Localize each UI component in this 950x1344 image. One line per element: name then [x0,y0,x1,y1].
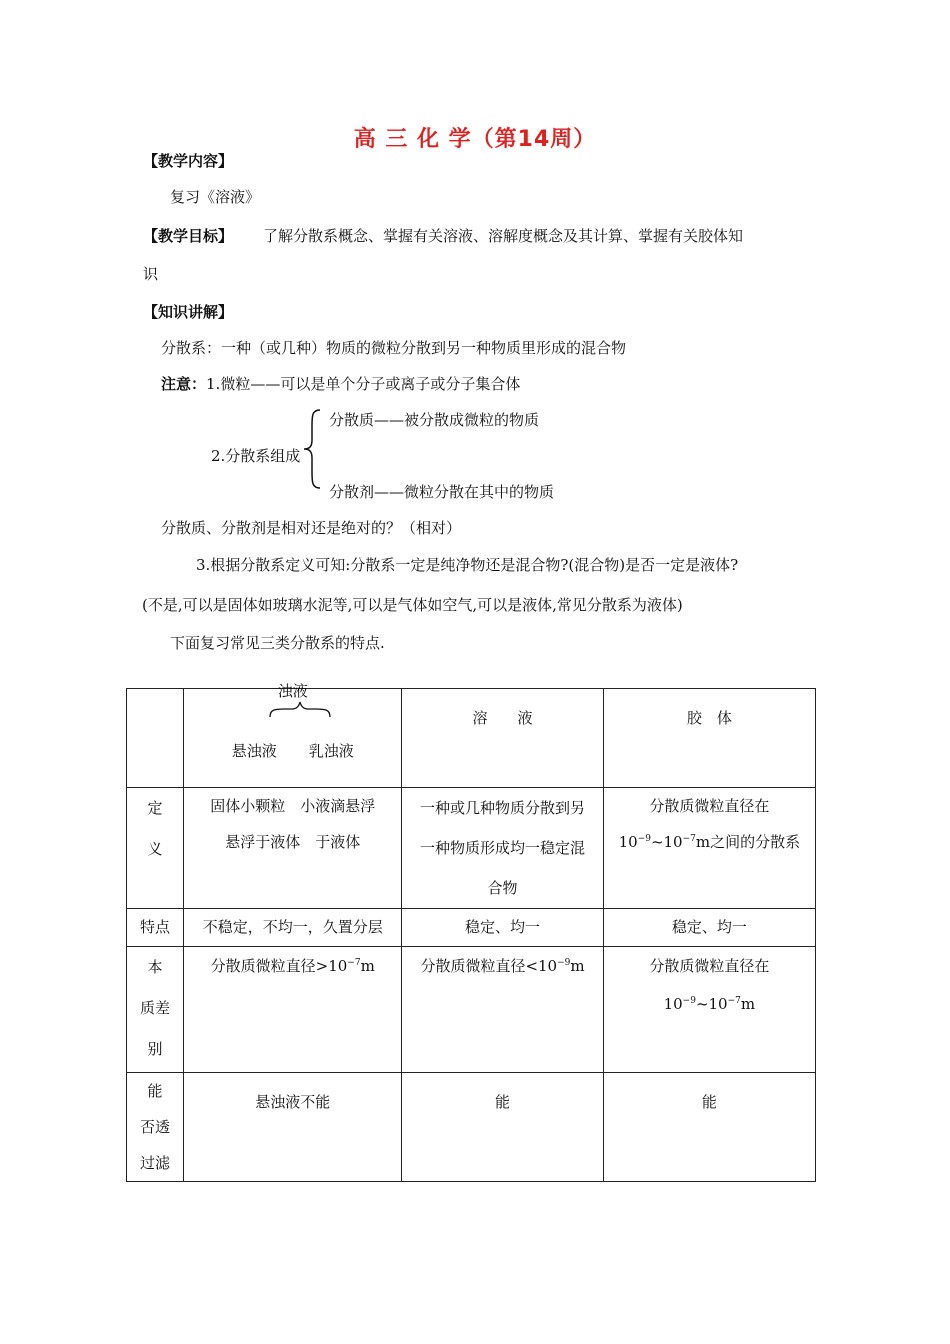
header-subtypes [184,741,401,761]
section-heading-content: 【教学内容】 [143,152,234,170]
header-solution: 溶 液 [402,689,603,788]
filtration-turbid: 悬浊液不能 [184,1073,402,1182]
feature-turbid: 不稳定，不均一，久置分层 [184,909,402,947]
turbid-brace-icon [268,701,332,719]
dispersion-system-table [126,682,816,1182]
intro-text: 下面复习常见三类分散系的特点. [170,634,385,652]
feature-solution: 稳定、均一 [402,909,603,947]
row-label-filtration: 能 否透 过滤 [127,1073,184,1182]
essence-solution: 分散质微粒直径$<10^{-9}m$ [402,947,603,1073]
page-title: 高 三 化 学（第14周） [353,127,597,152]
row-label-essence: 本 质差 别 [127,947,184,1073]
filtration-solution: 能 [402,1073,603,1182]
filtration-colloid: 能 [603,1073,815,1182]
question-3: 3.根据分散系定义可知:分散系一定是纯净物还是混合物?(混合物)是否一定是液体? [196,556,739,574]
table-row-definition [127,788,816,909]
essence-turbid: 分散质微粒直径$>10^{-7}m$ [184,947,402,1073]
composition-label: 2.分散系组成 [211,447,301,465]
goal-text-line2: 识 [143,265,159,283]
header-turbid-cell [184,682,402,788]
table-corner-cell [127,689,184,788]
header-colloid: 胶 体 [603,689,815,788]
section-heading-goals: 【教学目标】 [143,227,234,245]
note-item-1: 1.微粒——可以是单个分子或离子或分子集合体 [206,375,521,393]
content-text: 复习《溶液》 [170,188,261,206]
goal-text-line1: 了解分散系概念、掌握有关溶液、溶解度概念及其计算、掌握有关胶体知 [263,227,744,245]
header-suspension: 悬浊液 [231,742,277,760]
row-label-definition: 定 义 [127,788,184,909]
question-relative: 分散质、分散剂是相对还是绝对的？（相对） [161,519,462,537]
note-label: 注意： [161,375,207,393]
table-row-essence [127,947,816,1073]
table-row-filtration [127,1073,816,1182]
table-header-row [127,689,816,788]
composition-medium: 分散剂——微粒分散在其中的物质 [329,483,555,501]
question-3-answer: (不是,可以是固体如玻璃水泥等,可以是气体如空气,可以是液体,常见分散系为液体) [142,596,683,614]
feature-colloid: 稳定、均一 [603,909,815,947]
note-line [161,373,520,394]
definition-text: 分散系：一种（或几种）物质的微粒分散到另一种物质里形成的混合物 [161,339,627,357]
curly-brace-icon [300,408,324,490]
definition-turbid: 固体小颗粒 小液滴悬浮 悬浮于液体 于液体 [184,788,402,909]
table-row-feature [127,909,816,947]
essence-colloid: 分散质微粒直径在 $10^{-9}\sim 10^{-7}m$ [603,947,815,1073]
row-label-feature: 特点 [127,909,184,947]
section-heading-knowledge: 【知识讲解】 [143,303,234,321]
composition-dispersed: 分散质——被分散成微粒的物质 [329,411,540,429]
definition-solution: 一种或几种物质分散到另 一种物质形成均一稳定混 合物 [402,788,603,909]
header-turbid: 浊液 [277,682,308,700]
definition-colloid: 分散质微粒直径在 $10^{-9}\sim 10^{-7}m$之间的分散系 [603,788,815,909]
header-emulsion: 乳浊液 [308,742,354,760]
